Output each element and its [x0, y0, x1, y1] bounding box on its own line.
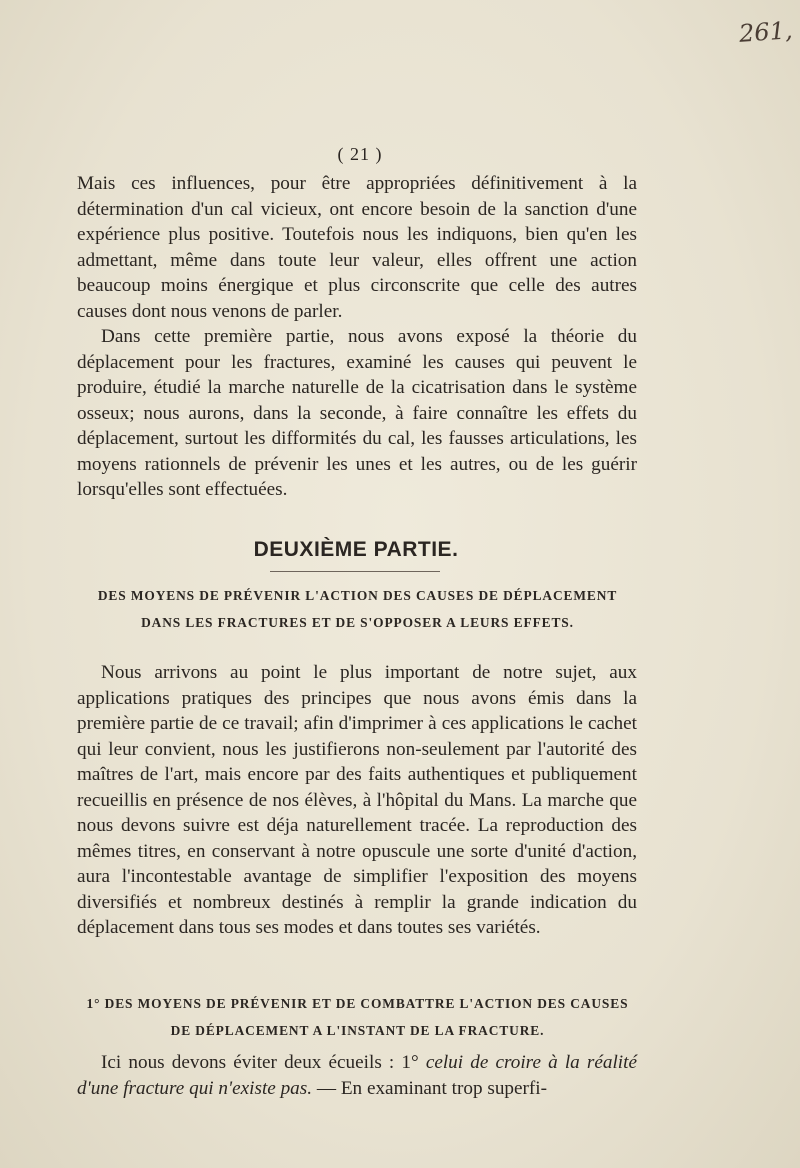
paragraph: Nous arrivons au point le plus important de notre sujet, aux applications pratiques des principes que nous avons émis dans la première partie de ce travail; afin d'imprimer à ces applications le cachet qui leur convient, nous les justifierons non-seulement par l'autorité des maîtres de l'art, mais encore par des faits authentiques et publiquement recueillis en présence de nos élèves, à l'hôpital du Mans. La marche que nous devons suivre est déja naturellement tracée. La reproduction des mêmes titres, en conservant à notre opuscule une sorte d'unité d'action, aura l'incontestable avantage de simplifier l'exposition des moyens diversifiés et nombreux destinés à remplir la grande indication du déplacement dans tous ses modes et dans toutes ses variétés. [77, 662, 637, 938]
paragraph-text: Ici nous devons éviter deux écueils : 1° [101, 1052, 426, 1073]
handwritten-page-number: 261, [737, 16, 793, 48]
section-heading-line: DANS LES FRACTURES ET DE S'OPPOSER A LEURS EFFETS. [141, 615, 574, 630]
subsection-heading-line: 1° DES MOYENS DE PRÉVENIR ET DE COMBATTRE L'ACTION DES CAUSES [86, 996, 629, 1011]
section-heading [75, 582, 640, 636]
part-title: DEUXIÈME PARTIE. [253, 538, 459, 561]
paragraph [77, 1050, 637, 1101]
subsection-heading-line: DE DÉPLACEMENT A L'INSTANT DE LA FRACTURE. [170, 1023, 545, 1038]
text-block-continued [77, 1050, 637, 1101]
paragraph-italic-text: celui de croire à la réalité d'une fracture qui n'existe pas. [77, 1052, 637, 1099]
page-number: ( 21 ) [337, 144, 383, 164]
paragraph: Dans cette première partie, nous avons exposé la théorie du déplacement pour les fractures, examiné les causes qui peuvent le produire, étudié la marche naturelle de la cicatrisation dans le système osseux; nous aurons, dans la seconde, à faire connaître les effets du déplacement, surtout les difformités du cal, les fausses articulations, les moyens rationnels de prévenir les unes et les autres, ou de les guérir lorsqu'elles sont effectuées. [77, 326, 637, 500]
section-heading-line: DES MOYENS DE PRÉVENIR L'ACTION DES CAUSES DE DÉPLACEMENT [97, 588, 618, 603]
text-block-part-two [77, 660, 637, 941]
text-block-part-one-end [77, 171, 637, 503]
paragraph: Mais ces influences, pour être appropriées définitivement à la détermination d'un cal vicieux, ont encore besoin de la sanction d'une expérience plus positive. Toutefois nous les indiquons, bien qu'en les admettant, même dans toute leur valeur, elles offrent une action beaucoup moins énergique et plus circonscrite que celle des autres causes dont nous venons de parler. [77, 173, 637, 322]
paragraph-text: — En examinant trop superfi- [312, 1077, 548, 1099]
divider [270, 571, 440, 572]
subsection-heading [75, 990, 640, 1044]
